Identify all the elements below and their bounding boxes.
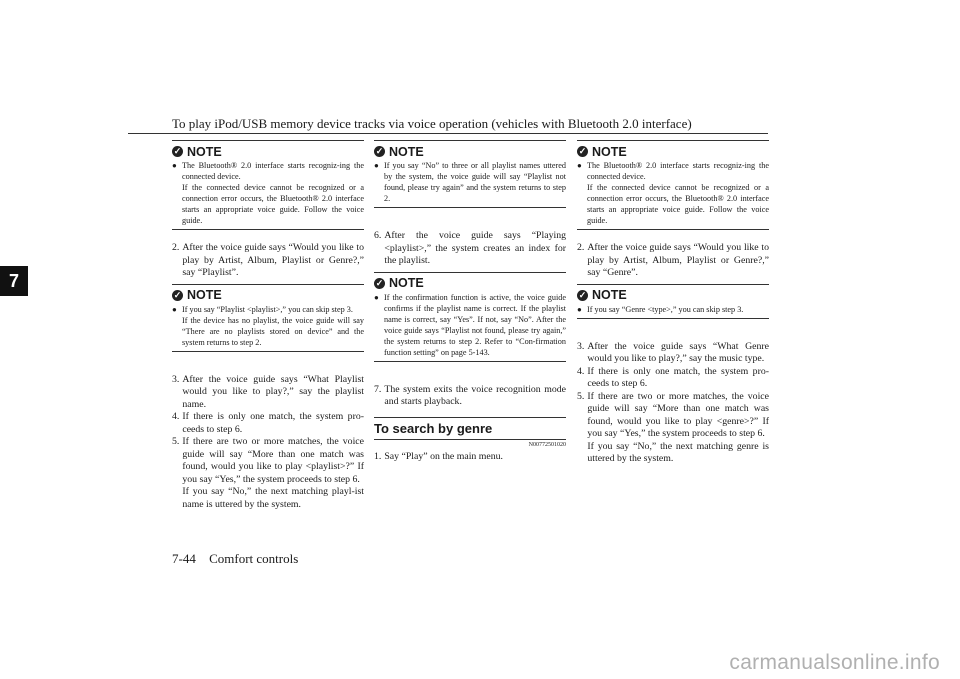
step-text: If there is only one match, the system pro-ceeds to step 6. [587,365,769,389]
note-text: If the device has no playlist, the voice guide will say “There are no playlists stored on device” and the system returns to step 2. [182,315,364,347]
note-item [577,160,769,226]
note-icon: ✓ [375,277,384,288]
step-item [374,384,566,409]
note-header [172,143,364,160]
bullet-icon: ● [172,161,177,170]
step-text: After the voice guide says “Playing <playlist>,” the system creates an index for the playlist. [384,230,566,266]
step-number: 5. [577,390,585,402]
step-number: 2. [577,242,585,253]
page-header-title: To play iPod/USB memory device tracks via voice operation (vehicles with Bluetooth 2.0 interface) [172,116,692,131]
note-text: If you say “Genre <type>,” you can skip step 3. [587,304,744,314]
step-text: Say “Play” on the main menu. [384,450,503,462]
header-rule [128,133,768,134]
note-box [577,284,769,319]
step-item [577,366,769,391]
note-icon: ✓ [173,146,182,156]
note-icon: ✓ [173,289,182,300]
note-text: If the connected device cannot be recognized or a connection error occurs, the Bluetooth® 2.0 interface starts an appropriate voice guide. Follow the voice guide. [182,183,364,225]
bullet-icon: ● [577,161,582,170]
note-header [577,143,769,160]
step-number: 7. [374,383,382,395]
note-box [577,140,769,230]
step-number: 4. [577,365,585,377]
column-1 [172,140,364,511]
note-label: NOTE [592,144,627,159]
step-text: If there are two or more matches, the voice guide will say “More than one match was found, would you like to play <playlist>?” If you say “Yes,” the system proceeds to step 6. [182,436,364,485]
note-item [172,304,364,348]
note-text: If you say “No” to three or all playlist names uttered by the system, the voice guide will say “Playlist not found, please try again” and the system returns to step 2. [384,161,566,203]
page-footer [172,551,298,567]
note-icon: ✓ [578,289,587,300]
step-number: 3. [172,373,180,385]
note-header [577,287,769,304]
bullet-icon: ● [374,292,379,302]
step-text: If you say “No,” the next matching playl-ist name is uttered by the system. [182,486,364,510]
step-item [374,451,566,464]
note-label: NOTE [592,288,627,302]
note-header [374,143,566,160]
footer-section: Comfort controls [209,551,299,566]
note-box [172,284,364,352]
watermark: carmanualsonline.info [729,651,940,674]
note-header [172,287,364,304]
note-icon: ✓ [375,146,384,156]
note-label: NOTE [389,144,424,159]
reference-code: N00772501020 [528,441,566,448]
page-number: 7-44 [172,551,196,566]
note-item [172,160,364,226]
note-text: The Bluetooth® 2.0 interface starts recogniz-ing the connected device. [587,161,769,181]
note-label: NOTE [187,288,222,302]
step-text: If you say “No,” the next matching genre is uttered by the system. [587,440,769,464]
note-text: The Bluetooth® 2.0 interface starts recogniz-ing the connected device. [182,161,364,181]
step-item [577,341,769,366]
bullet-icon: ● [577,304,582,314]
note-header [374,275,566,292]
bullet-icon: ● [374,161,379,170]
note-icon: ✓ [578,146,587,156]
note-box [374,140,566,208]
step-text: After the voice guide says “Would you like to play by Artist, Album, Playlist or Genre?,” say “Genre”. [587,242,769,278]
step-item [172,242,364,280]
step-text: After the voice guide says “Would you like to play by Artist, Album, Playlist or Genre?,” say “Playlist”. [182,242,364,278]
note-item [577,304,769,315]
step-text: After the voice guide says “What Playlist would you like to play?,” say the playlist name. [182,373,364,410]
note-text: If you say “Playlist <playlist>,” you can skip step 3. [182,304,353,314]
note-label: NOTE [389,276,424,290]
step-text: If there is only one match, the system pro-ceeds to step 6. [182,411,364,435]
step-item [172,374,364,412]
chapter-tab: 7 [0,266,28,296]
step-number: 3. [577,340,585,352]
step-number: 4. [172,411,180,422]
step-item [172,436,364,511]
step-item [577,242,769,280]
step-text: After the voice guide says “What Genre would you like to play?,” say the music type. [587,340,769,364]
note-text: If the confirmation function is active, the voice guide confirms if the playlist name is correct. If the playlist name is correct, say “Yes”. If not, say “No”. After the voice guide says “Playlist not found, please try again,” the system returns to step 2. Refer to “Con-firmation function setting” on page 5-143. [384,292,566,357]
column-3 [577,140,769,466]
step-item [577,391,769,466]
step-item [172,411,364,436]
bullet-icon: ● [172,304,177,314]
section-title: To search by genre [374,417,566,440]
note-label: NOTE [187,144,222,159]
step-item [374,230,566,268]
step-number: 1. [374,450,382,462]
step-text: The system exits the voice recognition mode and starts playback. [384,383,566,407]
note-item [374,292,566,358]
note-item [374,160,566,204]
note-box [172,140,364,230]
step-number: 5. [172,436,180,447]
step-text: If there are two or more matches, the voice guide will say “More than one match was found, would you like to play <genre>?” If you say “Yes,” the system proceeds to step 6. [587,390,769,439]
column-2 [374,140,566,463]
note-text: If the connected device cannot be recognized or a connection error occurs, the Bluetooth® 2.0 interface starts an appropriate voice guide. Follow the voice guide. [587,183,769,225]
note-box [374,272,566,362]
step-number: 2. [172,242,180,253]
step-number: 6. [374,230,382,241]
